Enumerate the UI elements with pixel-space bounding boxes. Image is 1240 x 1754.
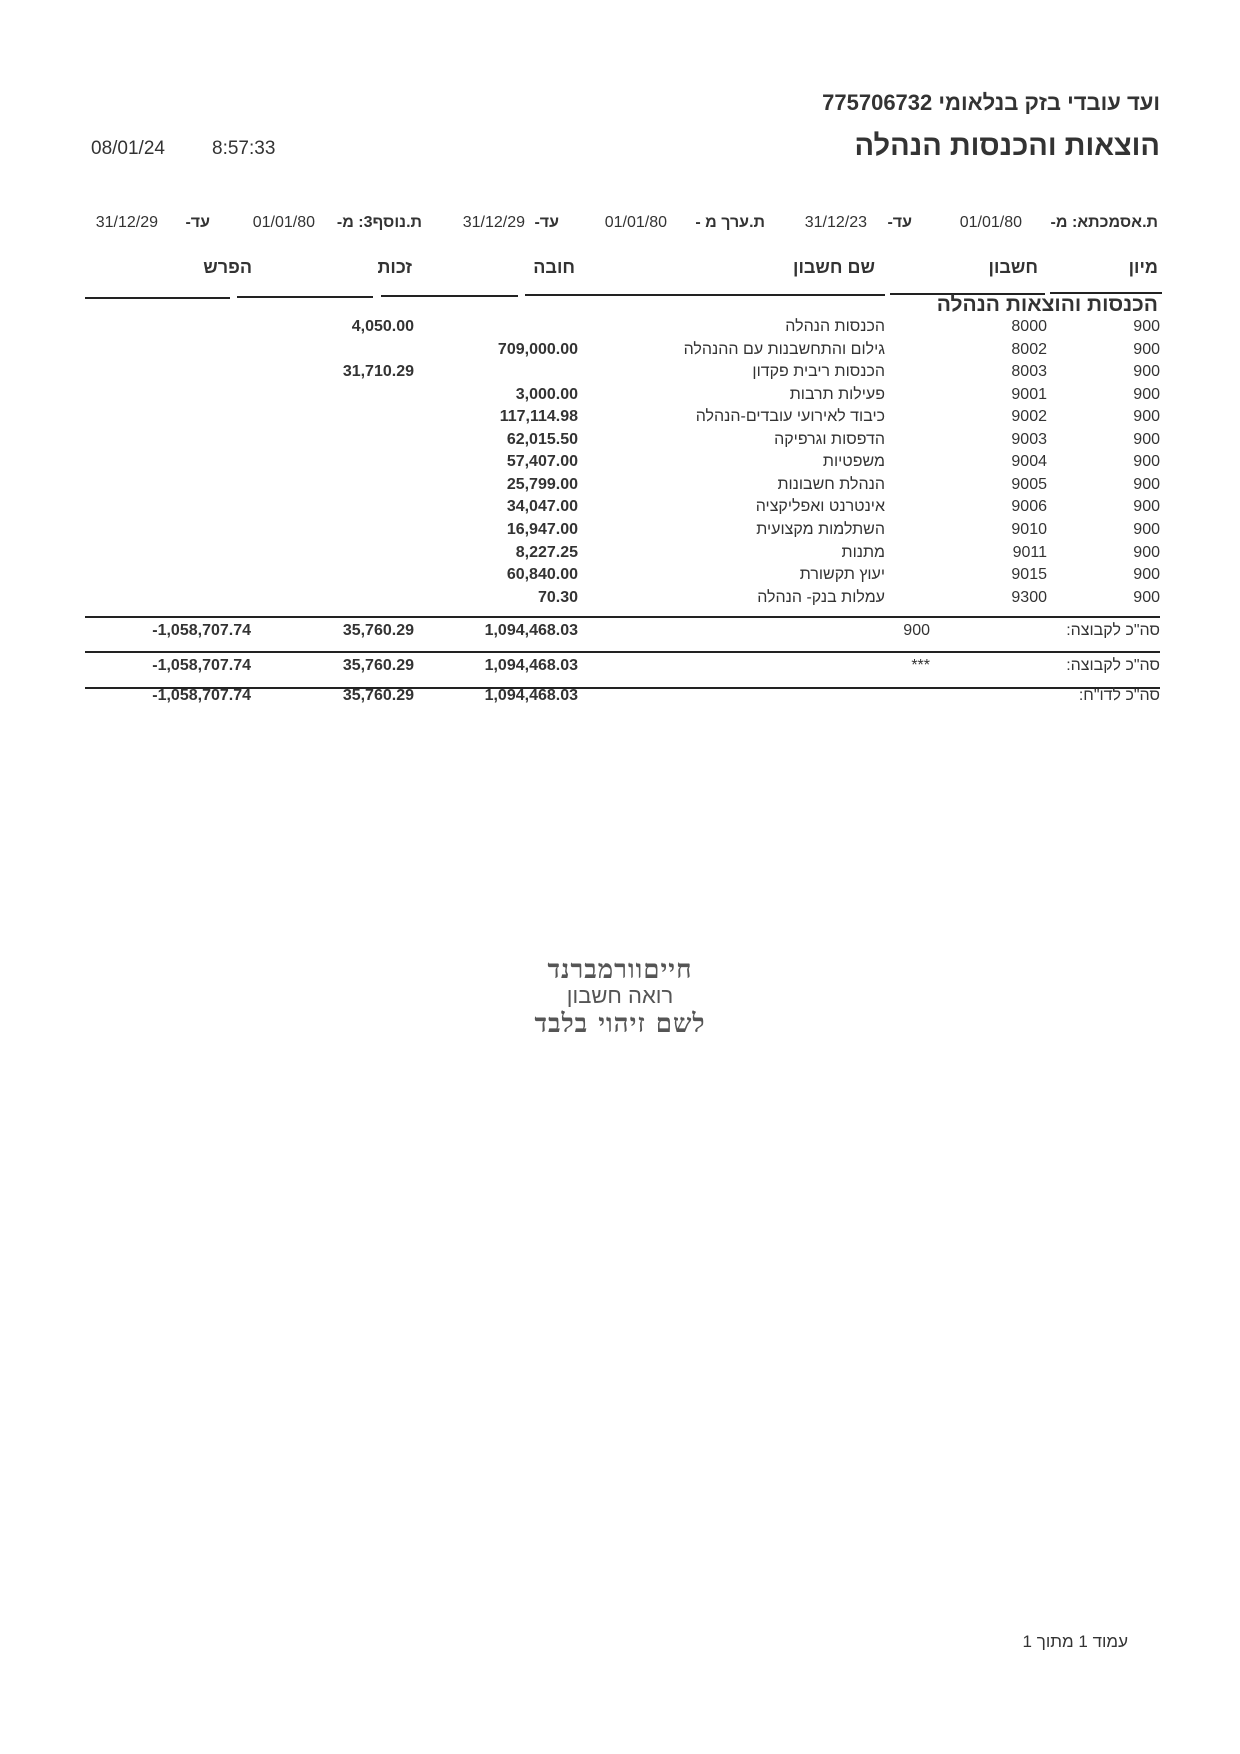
erech-to: 31/12/29 — [462, 214, 525, 231]
row-debit: 34,047.00 — [506, 498, 578, 515]
organization-name: ועד עובדי בזק בנלאומי 775706732 — [822, 90, 1160, 115]
header-underline-account-name — [525, 294, 885, 296]
section-title: הכנסות והוצאות הנהלה — [936, 293, 1158, 316]
total-label: סה"כ לדו"ח: — [1078, 687, 1160, 704]
row-account-name: הכנסות ריבית פקדון — [752, 363, 885, 380]
print-date: 08/01/24 — [91, 138, 165, 159]
row-account-number: 8002 — [1011, 341, 1047, 358]
asmachta-to: 31/12/23 — [804, 214, 867, 231]
total-label: סה"כ לקבוצה: — [1066, 657, 1160, 674]
row-account-number: 9003 — [1011, 431, 1047, 448]
row-account-name: השתלמות מקצועית — [756, 521, 885, 538]
stamp-note: לשם זיהוי בלבד — [534, 1009, 706, 1039]
page-indicator: עמוד 1 מתוך 1 — [1022, 1632, 1128, 1651]
row-account-name: עמלות בנק- הנהלה — [757, 589, 885, 606]
row-miyun: 900 — [1133, 318, 1160, 335]
row-miyun: 900 — [1133, 498, 1160, 515]
row-debit: 25,799.00 — [506, 476, 578, 493]
row-account-name: הכנסות הנהלה — [785, 318, 885, 335]
row-account-name: יעוץ תקשורת — [799, 566, 885, 583]
asmachta-label: ת.אסמכתא: מ- — [1050, 214, 1158, 231]
row-account-name: הנהלת חשבונות — [777, 476, 885, 493]
column-header-credit: זכות — [377, 257, 412, 277]
row-miyun: 900 — [1133, 408, 1160, 425]
accountant-stamp — [0, 955, 1240, 1039]
nosaf-from: 01/01/80 — [252, 214, 315, 231]
row-account-name: כיבוד לאירועי עובדים-הנהלה — [695, 408, 885, 425]
row-miyun: 900 — [1133, 453, 1160, 470]
row-account-name: מתנות — [841, 544, 885, 561]
row-account-number: 8000 — [1011, 318, 1047, 335]
total-label: סה"כ לקבוצה: — [1066, 622, 1160, 639]
row-debit: 16,947.00 — [506, 521, 578, 538]
erech-to-label: עד- — [534, 214, 559, 231]
row-account-number: 9011 — [1012, 544, 1047, 561]
row-account-name: אינטרנט ואפליקציה — [755, 498, 885, 515]
row-account-number: 9005 — [1011, 476, 1047, 493]
column-header-account: חשבון — [988, 257, 1038, 277]
row-account-name: פעילות תרבות — [789, 386, 885, 403]
row-debit: 57,407.00 — [506, 453, 578, 470]
row-debit: 117,114.98 — [499, 408, 578, 425]
row-debit: 70.30 — [537, 589, 578, 606]
row-account-name: משפטיות — [822, 453, 885, 470]
row-account-number: 9015 — [1011, 566, 1047, 583]
total-debit: 1,094,468.03 — [484, 687, 578, 704]
row-account-number: 9010 — [1011, 521, 1047, 538]
row-debit: 3,000.00 — [515, 386, 578, 403]
column-header-difference: הפרש — [203, 257, 252, 277]
row-miyun: 900 — [1133, 521, 1160, 538]
stamp-name: חייםוורמברנד — [547, 955, 693, 985]
row-account-number: 8003 — [1011, 363, 1047, 380]
total-debit: 1,094,468.03 — [484, 657, 578, 674]
total-difference: -1,058,707.74 — [152, 657, 251, 674]
column-header-debit: חובה — [533, 257, 575, 277]
total-separator-line — [85, 616, 1160, 618]
asmachta-from: 01/01/80 — [959, 214, 1022, 231]
row-miyun: 900 — [1133, 476, 1160, 493]
row-miyun: 900 — [1133, 566, 1160, 583]
header-underline-debit — [381, 295, 518, 297]
total-credit: 35,760.29 — [342, 622, 414, 639]
row-debit: 60,840.00 — [506, 566, 578, 583]
nosaf-to-label: עד- — [185, 214, 210, 231]
row-debit: 62,015.50 — [506, 431, 578, 448]
row-account-number: 9002 — [1011, 408, 1047, 425]
total-group: 900 — [903, 622, 930, 639]
row-miyun: 900 — [1133, 431, 1160, 448]
total-credit: 35,760.29 — [342, 687, 414, 704]
header-underline-credit — [237, 296, 373, 298]
row-account-number: 9006 — [1011, 498, 1047, 515]
total-group: *** — [911, 657, 930, 674]
row-account-number: 9300 — [1011, 589, 1047, 606]
nosaf-to: 31/12/29 — [95, 214, 158, 231]
row-miyun: 900 — [1133, 386, 1160, 403]
row-account-name: גילום והתחשבנות עם ההנהלה — [683, 341, 885, 358]
header-underline-difference — [85, 297, 230, 299]
total-separator-line — [85, 651, 1160, 653]
print-time: 8:57:33 — [212, 138, 276, 159]
erech-from: 01/01/80 — [604, 214, 667, 231]
row-miyun: 900 — [1133, 544, 1160, 561]
asmachta-to-label: עד- — [887, 214, 912, 231]
column-header-miyun: מיון — [1128, 257, 1158, 277]
row-miyun: 900 — [1133, 341, 1160, 358]
total-debit: 1,094,468.03 — [484, 622, 578, 639]
row-debit: 8,227.25 — [515, 544, 578, 561]
total-difference: -1,058,707.74 — [152, 687, 251, 704]
row-credit: 31,710.29 — [342, 363, 414, 380]
row-credit: 4,050.00 — [351, 318, 414, 335]
row-miyun: 900 — [1133, 589, 1160, 606]
report-title: הוצאות והכנסות הנהלה — [854, 130, 1160, 162]
erech-label: ת.ערך מ - — [695, 214, 765, 231]
row-account-number: 9001 — [1011, 386, 1047, 403]
row-miyun: 900 — [1133, 363, 1160, 380]
row-account-name: הדפסות וגרפיקה — [774, 431, 885, 448]
column-header-account-name: שם חשבון — [793, 257, 875, 277]
nosaf-label: ת.נוסף3: מ- — [336, 214, 422, 231]
total-credit: 35,760.29 — [342, 657, 414, 674]
row-account-number: 9004 — [1011, 453, 1047, 470]
stamp-title: רואה חשבון — [566, 983, 674, 1008]
total-difference: -1,058,707.74 — [152, 622, 251, 639]
row-debit: 709,000.00 — [497, 341, 578, 358]
